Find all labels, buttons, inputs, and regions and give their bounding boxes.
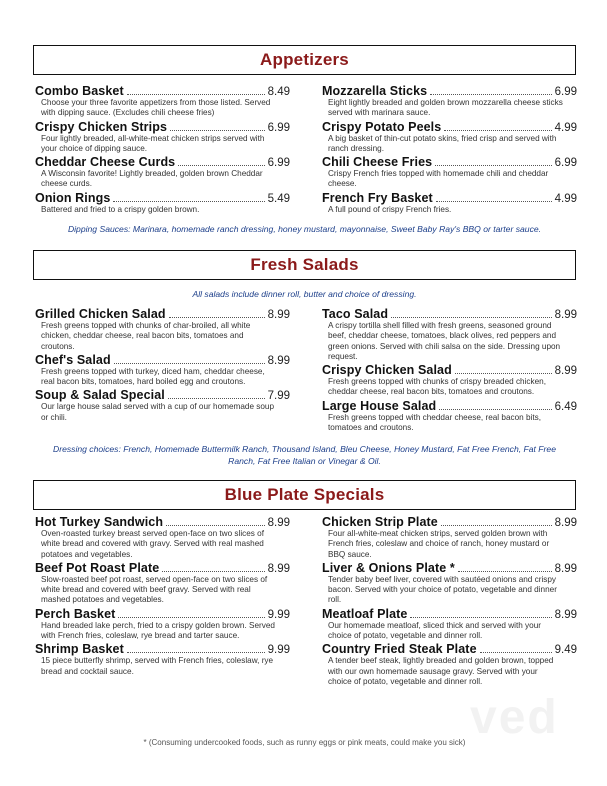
menu-item-header xyxy=(35,155,290,169)
menu-item xyxy=(322,515,577,560)
menu-item-description: A Wisconsin favorite! Lightly breaded, golden brown Cheddar cheese curds. xyxy=(41,169,263,189)
dot-leader xyxy=(458,571,552,572)
menu-item-price: 9.49 xyxy=(554,644,577,657)
menu-item-header xyxy=(35,120,290,134)
dot-leader xyxy=(169,317,265,318)
dot-leader xyxy=(168,398,265,399)
dot-leader xyxy=(439,409,551,410)
dot-leader xyxy=(435,165,551,166)
menu-item-header xyxy=(322,191,577,205)
menu-item-name: Liver & Onions Plate * xyxy=(322,560,455,575)
menu-item-description: Choose your three favorite appetizers from those listed. Served with dipping sauce. (Excludes chili cheese fries) xyxy=(41,98,271,118)
menu-item-description: A full pound of crispy French fries. xyxy=(328,204,452,214)
menu-item-name: Crispy Potato Peels xyxy=(322,119,442,134)
dot-leader xyxy=(444,130,551,131)
menu-item-description: A big basket of thin-cut potato skins, fried crisp and served with ranch dressing. xyxy=(328,133,557,153)
menu-item xyxy=(322,191,577,215)
menu-item-price: 5.49 xyxy=(267,192,290,205)
menu-item-price: 6.99 xyxy=(554,86,577,98)
menu-item xyxy=(322,363,577,398)
dot-leader xyxy=(441,525,552,526)
dot-leader xyxy=(127,652,265,653)
menu-item xyxy=(322,561,577,606)
menu-item-price: 8.99 xyxy=(554,365,577,378)
menu-item-header xyxy=(35,191,290,205)
menu-item-description: Our large house salad served with a cup of our homemade soup or chili. xyxy=(41,402,275,422)
dot-leader xyxy=(170,130,265,131)
blue-plate-right-column xyxy=(322,515,577,688)
menu-item-name: Chicken Strip Plate xyxy=(322,515,438,529)
dot-leader xyxy=(410,617,551,618)
menu-item-price: 4.99 xyxy=(554,192,577,205)
menu-item-header xyxy=(322,399,577,413)
menu-item-description: A crispy tortilla shell filled with fresh greens, seasoned ground beef, cheddar cheese, tomatoes, black olives, red peppers and green onions. Served with chili salsa on the side. Dressing upon request. xyxy=(328,321,561,361)
menu-item-description: Fresh greens topped with chunks of crispy breaded chicken, cheddar cheese, real bacon bits, tomatoes and croutons. xyxy=(328,377,546,397)
menu-item-name: Perch Basket xyxy=(35,606,116,621)
menu-item-description: Fresh greens topped with turkey, diced ham, cheddar cheese, real bacon bits, tomatoes, hard boiled egg and croutons. xyxy=(41,366,265,387)
menu-item-description: Fresh greens topped with cheddar cheese, real bacon bits, tomatoes and croutons. xyxy=(328,412,542,433)
menu-item-header xyxy=(35,307,290,321)
appetizers-right-column xyxy=(322,84,577,216)
menu-item xyxy=(322,642,577,687)
menu-item-header xyxy=(322,363,577,377)
menu-item xyxy=(35,561,290,606)
menu-item-name: Crispy Chicken Salad xyxy=(322,363,452,378)
menu-item-name: Chef's Salad xyxy=(35,352,111,367)
salads-header xyxy=(33,250,576,280)
menu-item xyxy=(322,399,577,434)
menu-item xyxy=(35,120,290,155)
menu-item-name: Meatloaf Plate xyxy=(322,606,408,621)
footnote: * (Consuming undercooked foods, such as runny eggs or pink meats, could make you sick) xyxy=(143,738,466,747)
menu-item-header xyxy=(35,561,290,575)
watermark-logo: ved xyxy=(470,691,559,744)
menu-item xyxy=(35,388,290,423)
menu-item-price: 9.99 xyxy=(267,608,290,621)
menu-item-price: 7.99 xyxy=(267,390,290,403)
menu-item-price: 8.99 xyxy=(554,608,577,621)
menu-item-header xyxy=(35,515,290,529)
menu-item-header xyxy=(322,642,577,656)
menu-item-header xyxy=(35,642,290,656)
menu-item-description: Eight lightly breaded and golden brown mozzarella cheese sticks served with marinara sauce. xyxy=(328,98,563,118)
menu-item-price: 8.99 xyxy=(267,517,290,529)
menu-item xyxy=(35,515,290,560)
menu-item xyxy=(35,84,290,119)
salads-intro-note: All salads include dinner roll, butter and choice of dressing. xyxy=(192,289,417,299)
menu-item-price: 8.99 xyxy=(267,354,290,367)
dot-leader xyxy=(118,617,264,618)
menu-item-name: French Fry Basket xyxy=(322,190,433,205)
menu-item-description: Four lightly breaded, all-white-meat chicken strips served with your choice of dipping sauce. xyxy=(41,133,265,153)
menu-item xyxy=(35,353,290,388)
salads-right-column xyxy=(322,307,577,434)
menu-item-name: Taco Salad xyxy=(322,307,389,321)
menu-item-header xyxy=(35,388,290,402)
dipping-sauces-note: Dipping Sauces: Marinara, homemade ranch dressing, honey mustard, mayonnaise, Sweet Baby Ray's BBQ or tarter sauce. xyxy=(67,224,542,234)
dot-leader xyxy=(391,317,552,318)
menu-item-description: A tender beef steak, lightly breaded and golden brown, topped with our own homemade sausage gravy. Served with your choice of potato, vegetable and dinner roll. xyxy=(328,656,554,686)
dot-leader xyxy=(480,652,552,653)
dot-leader xyxy=(162,571,264,572)
menu-item-header xyxy=(322,155,577,169)
menu-item-name: Combo Basket xyxy=(35,84,124,98)
blue-plate-left-column xyxy=(35,515,290,678)
menu-item xyxy=(322,155,577,190)
menu-item-name: Chili Cheese Fries xyxy=(322,155,433,170)
menu-item xyxy=(35,191,290,215)
menu-item-price: 6.99 xyxy=(554,157,577,170)
dot-leader xyxy=(178,165,264,166)
menu-item-price: 8.99 xyxy=(554,562,577,575)
dot-leader xyxy=(436,201,552,202)
menu-item-name: Crispy Chicken Strips xyxy=(35,119,168,134)
menu-item-price: 6.99 xyxy=(267,121,290,134)
menu-item-name: Soup & Salad Special xyxy=(35,388,165,403)
dot-leader xyxy=(127,94,265,95)
menu-item-name: Country Fried Steak Plate xyxy=(322,642,477,657)
menu-item-description: Crispy French fries topped with homemade chili and cheddar cheese. xyxy=(328,169,549,189)
menu-item-name: Cheddar Cheese Curds xyxy=(35,155,176,170)
menu-item-price: 8.99 xyxy=(267,309,290,321)
section-title: Fresh Salads xyxy=(250,255,359,274)
dot-leader xyxy=(166,525,265,526)
menu-item-description: Battered and fried to a crispy golden brown. xyxy=(41,204,200,214)
menu-item-header xyxy=(322,120,577,134)
menu-item xyxy=(35,307,290,352)
menu-item-price: 6.49 xyxy=(554,400,577,413)
dot-leader xyxy=(113,201,264,202)
menu-item xyxy=(322,307,577,362)
dressing-choices-note: Dressing choices: French, Homemade Buttermilk Ranch, Thousand Island, Bleu Cheese, Honey Mustard, Fat Free French, Fat Free Ranch, Fat Free Italian or Vinegar & Oil. xyxy=(53,444,556,466)
section-title: Blue Plate Specials xyxy=(224,485,385,504)
menu-item-price: 8.99 xyxy=(554,309,577,321)
menu-item xyxy=(322,84,577,119)
menu-item-name: Large House Salad xyxy=(322,398,437,413)
menu-item-name: Grilled Chicken Salad xyxy=(35,307,166,321)
menu-item-header xyxy=(322,307,577,321)
salads-left-column xyxy=(35,307,290,424)
menu-item-description: 15 piece butterfly shrimp, served with French fries, coleslaw, rye bread and cocktail sauce. xyxy=(41,656,274,676)
dot-leader xyxy=(430,94,551,95)
menu-item-name: Mozzarella Sticks xyxy=(322,84,428,98)
section-title: Appetizers xyxy=(260,50,349,69)
menu-item-description: Slow-roasted beef pot roast, served open-face on two slices of white bread and covered with beef gravy. Served with real mashed potatoes and vegetables. xyxy=(41,574,268,605)
menu-item-name: Hot Turkey Sandwich xyxy=(35,515,164,529)
menu-item-header xyxy=(35,607,290,621)
menu-item xyxy=(322,607,577,642)
menu-item-description: Hand breaded lake perch, fried to a crispy golden brown. Served with French fries, coleslaw, rye bread and tarter sauce. xyxy=(41,620,275,641)
menu-item-header xyxy=(35,353,290,367)
menu-item xyxy=(35,155,290,190)
menu-item xyxy=(35,642,290,677)
menu-item-description: Four all-white-meat chicken strips, served golden brown with French fries, coleslaw and choice of ranch, honey mustard or BBQ sauce. xyxy=(328,529,550,559)
menu-item-price: 8.49 xyxy=(267,86,290,98)
menu-item-description: Our homemade meatloaf, sliced thick and served with your choice of potato, vegetable and dinner roll. xyxy=(328,620,541,641)
menu-item xyxy=(35,607,290,642)
dot-leader xyxy=(114,363,265,364)
dot-leader xyxy=(455,373,552,374)
blue-plate-header xyxy=(33,480,576,510)
menu-item-price: 4.99 xyxy=(554,121,577,134)
menu-item-name: Shrimp Basket xyxy=(35,642,124,657)
appetizers-header xyxy=(33,45,576,75)
menu-item-price: 8.99 xyxy=(554,517,577,529)
menu-item-header xyxy=(35,84,290,98)
menu-item-name: Beef Pot Roast Plate xyxy=(35,560,160,575)
menu-item-price: 6.99 xyxy=(267,157,290,170)
menu-item-header xyxy=(322,607,577,621)
menu-item-price: 9.99 xyxy=(267,644,290,657)
menu-item-name: Onion Rings xyxy=(35,190,111,205)
menu-item-header xyxy=(322,561,577,575)
menu-item-description: Oven-roasted turkey breast served open-face on two slices of white bread and covered with gravy. Served with real mashed potatoes and vegetables. xyxy=(41,529,264,559)
menu-item xyxy=(322,120,577,155)
menu-item-header xyxy=(322,84,577,98)
appetizers-left-column xyxy=(35,84,290,216)
menu-item-description: Fresh greens topped with chunks of char-broiled, all white chicken, cheddar cheese, real bacon bits, tomatoes and croutons. xyxy=(41,321,251,351)
menu-item-description: Tender baby beef liver, covered with sautéed onions and crispy bacon. Served with your choice of potato, vegetable and dinner roll. xyxy=(328,574,557,605)
menu-item-header xyxy=(322,515,577,529)
menu-item-price: 8.99 xyxy=(267,562,290,575)
